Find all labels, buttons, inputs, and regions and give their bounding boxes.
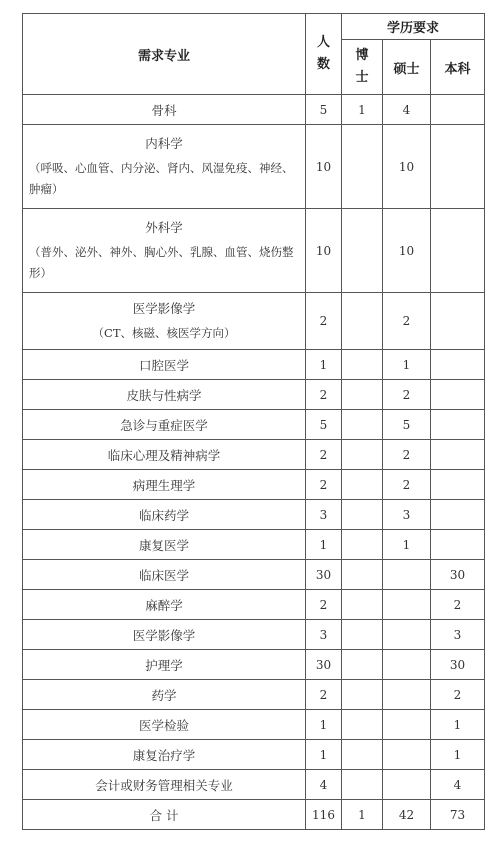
header-count-text: 人数 [316, 35, 330, 72]
cell-phd [342, 380, 383, 410]
cell-master [383, 710, 431, 740]
major-title: 临床医学 [138, 567, 189, 583]
total-row [23, 800, 485, 830]
cell-major [23, 740, 306, 770]
cell-major [23, 650, 306, 680]
cell-bachelor [431, 470, 485, 500]
cell-master [383, 740, 431, 770]
cell-count: 2 [306, 470, 342, 500]
cell-phd [342, 620, 383, 650]
total-bachelor: 73 [431, 800, 485, 830]
major-title: 皮肤与性病学 [126, 387, 202, 403]
cell-count: 1 [306, 350, 342, 380]
table-row [23, 650, 485, 680]
cell-count: 5 [306, 410, 342, 440]
table-row [23, 590, 485, 620]
cell-bachelor [431, 95, 485, 125]
cell-master: 5 [383, 410, 431, 440]
major-note: （CT、核磁、核医学方向） [92, 325, 236, 340]
cell-major [23, 470, 306, 500]
cell-major [23, 410, 306, 440]
major-title: 医学检验 [138, 717, 189, 733]
major-title: 康复医学 [138, 537, 189, 553]
cell-master [383, 590, 431, 620]
total-master: 42 [383, 800, 431, 830]
cell-phd [342, 293, 383, 350]
cell-phd [342, 209, 383, 293]
cell-bachelor [431, 530, 485, 560]
cell-phd [342, 590, 383, 620]
table-row [23, 530, 485, 560]
cell-phd [342, 125, 383, 209]
cell-phd [342, 470, 383, 500]
cell-phd [342, 410, 383, 440]
table-row [23, 209, 485, 293]
cell-bachelor: 1 [431, 710, 485, 740]
major-title: 骨科 [151, 102, 177, 118]
major-title: 康复治疗学 [132, 747, 196, 763]
cell-count: 1 [306, 530, 342, 560]
cell-bachelor: 30 [431, 650, 485, 680]
major-title: 临床药学 [138, 507, 189, 523]
total-count: 116 [306, 800, 342, 830]
cell-count: 1 [306, 710, 342, 740]
cell-master: 1 [383, 530, 431, 560]
cell-master [383, 620, 431, 650]
cell-count: 30 [306, 560, 342, 590]
cell-bachelor [431, 410, 485, 440]
table-row [23, 410, 485, 440]
cell-major [23, 293, 306, 350]
table-row [23, 350, 485, 380]
cell-master: 2 [383, 293, 431, 350]
cell-master: 2 [383, 380, 431, 410]
major-title: 药学 [151, 687, 177, 703]
cell-count: 10 [306, 209, 342, 293]
cell-master: 3 [383, 500, 431, 530]
cell-phd [342, 530, 383, 560]
cell-master: 10 [383, 209, 431, 293]
header-major: 需求专业 [23, 14, 306, 95]
cell-major [23, 560, 306, 590]
cell-bachelor: 1 [431, 740, 485, 770]
cell-bachelor: 3 [431, 620, 485, 650]
cell-phd: 1 [342, 95, 383, 125]
table-row [23, 380, 485, 410]
cell-phd [342, 680, 383, 710]
major-title: 护理学 [145, 657, 183, 673]
cell-count: 3 [306, 500, 342, 530]
cell-count: 2 [306, 380, 342, 410]
header-phd-text: 博士 [355, 48, 369, 85]
cell-major [23, 209, 306, 293]
table-row [23, 500, 485, 530]
cell-master [383, 770, 431, 800]
major-title: 病理生理学 [132, 477, 196, 493]
table-row [23, 125, 485, 209]
table-row [23, 560, 485, 590]
cell-bachelor: 30 [431, 560, 485, 590]
cell-major [23, 680, 306, 710]
cell-master: 2 [383, 440, 431, 470]
cell-count: 3 [306, 620, 342, 650]
major-title: 临床心理及精神病学 [107, 447, 221, 463]
cell-phd [342, 710, 383, 740]
cell-phd [342, 500, 383, 530]
cell-count: 10 [306, 125, 342, 209]
cell-count: 5 [306, 95, 342, 125]
cell-bachelor: 4 [431, 770, 485, 800]
cell-count: 2 [306, 680, 342, 710]
cell-count: 1 [306, 740, 342, 770]
table-row [23, 710, 485, 740]
table-row [23, 470, 485, 500]
table-row [23, 770, 485, 800]
major-title: 医学影像学 [132, 627, 196, 643]
major-title: 会计或财务管理相关专业 [95, 777, 233, 793]
cell-count: 2 [306, 440, 342, 470]
cell-bachelor: 2 [431, 680, 485, 710]
cell-bachelor [431, 350, 485, 380]
cell-phd [342, 440, 383, 470]
cell-count: 30 [306, 650, 342, 680]
cell-major [23, 590, 306, 620]
header-bachelor: 本科 [431, 40, 485, 95]
cell-master: 2 [383, 470, 431, 500]
cell-phd [342, 560, 383, 590]
table-row [23, 680, 485, 710]
table-row [23, 740, 485, 770]
cell-major [23, 380, 306, 410]
cell-phd [342, 650, 383, 680]
cell-bachelor: 2 [431, 590, 485, 620]
cell-bachelor [431, 440, 485, 470]
major-title: 麻醉学 [145, 597, 183, 613]
major-title: 急诊与重症医学 [120, 417, 208, 433]
header-master: 硕士 [383, 40, 431, 95]
cell-master [383, 680, 431, 710]
major-title: 外科学 [145, 220, 183, 236]
cell-count: 4 [306, 770, 342, 800]
cell-major [23, 770, 306, 800]
cell-major [23, 440, 306, 470]
cell-major [23, 710, 306, 740]
header-count [306, 14, 342, 95]
major-title: 口腔医学 [138, 357, 189, 373]
cell-bachelor [431, 209, 485, 293]
cell-phd [342, 350, 383, 380]
cell-bachelor [431, 500, 485, 530]
cell-bachelor [431, 380, 485, 410]
cell-bachelor [431, 125, 485, 209]
cell-major [23, 620, 306, 650]
cell-master [383, 650, 431, 680]
cell-master: 10 [383, 125, 431, 209]
cell-bachelor [431, 293, 485, 350]
recruitment-table [22, 13, 485, 830]
cell-phd [342, 740, 383, 770]
total-label: 合 计 [23, 800, 306, 830]
cell-major [23, 530, 306, 560]
cell-major [23, 95, 306, 125]
header-phd [342, 40, 383, 95]
cell-major [23, 500, 306, 530]
cell-master [383, 560, 431, 590]
cell-phd [342, 770, 383, 800]
header-education: 学历要求 [342, 14, 485, 40]
total-phd: 1 [342, 800, 383, 830]
table-row [23, 293, 485, 350]
major-title: 医学影像学 [132, 300, 196, 316]
major-title: 内科学 [145, 136, 183, 152]
table-row [23, 620, 485, 650]
major-note: （呼吸、心血管、内分泌、肾内、风湿免疫、神经、肿瘤） [29, 161, 294, 196]
cell-major [23, 350, 306, 380]
table-body [23, 95, 485, 830]
cell-count: 2 [306, 293, 342, 350]
table-row [23, 95, 485, 125]
cell-major [23, 125, 306, 209]
major-note: （普外、泌外、神外、胸心外、乳腺、血管、烧伤整形） [29, 245, 294, 280]
table-row [23, 440, 485, 470]
cell-master: 4 [383, 95, 431, 125]
cell-count: 2 [306, 590, 342, 620]
cell-master: 1 [383, 350, 431, 380]
